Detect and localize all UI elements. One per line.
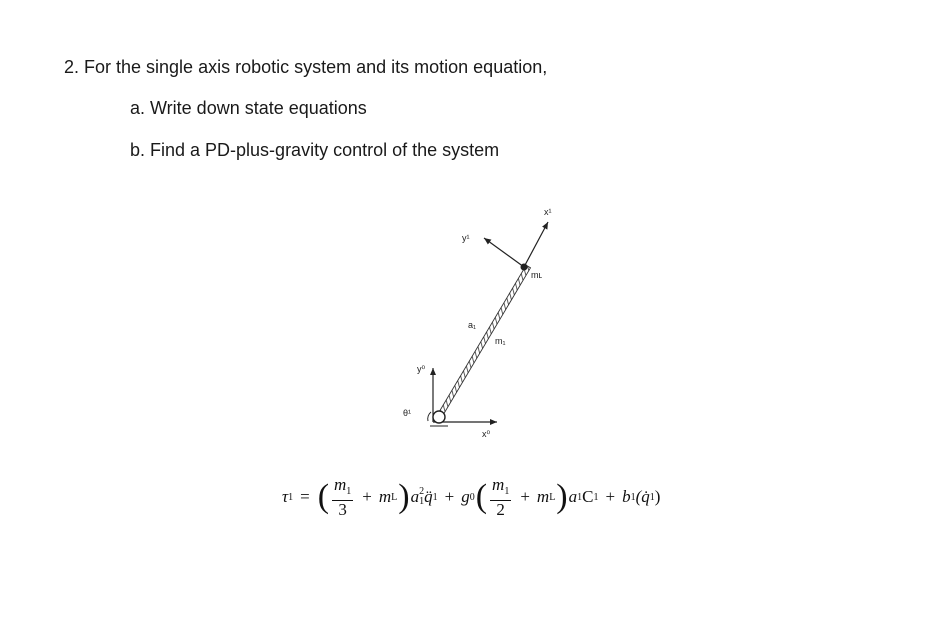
eq-a1b-sub: 1 [577,491,583,503]
eq-frac1-den: 3 [338,499,347,519]
eq-close-paren: ) [654,487,661,506]
y0-label: y⁰ [417,364,426,374]
eq-frac1-m-sub: 1 [346,485,352,497]
eq-paren-close-2: ) [556,478,568,515]
eq-b1: b [622,487,631,506]
eq-g: g [461,487,470,506]
eq-tau-sub: 1 [288,491,294,503]
motion-equation [282,474,660,520]
eq-mL-2: m [536,487,550,506]
eq-mL-2-sub: L [549,491,556,503]
theta1-label: θ¹ [403,408,412,418]
eq-fraction-m1-over-3 [332,476,353,519]
x0-label: x⁰ [482,429,491,439]
base-joint [433,411,445,423]
x1-axis-arrow [524,222,548,267]
y1-label: y¹ [462,233,470,243]
eq-plus-4: + [605,487,616,506]
question-stem: 2. For the single axis robotic system and its motion equation, [64,57,548,77]
eq-qdot-sub: 1 [649,491,655,503]
eq-frac2-den: 2 [496,499,505,519]
eq-paren-open-1: ( [317,478,330,515]
question-part-a: a. Write down state equations [130,98,367,118]
link-1-bar [437,265,531,418]
eq-qddot: q̈ [424,487,433,506]
eq-qdot: (q̇ [635,487,650,506]
link-length-label: a₁ [468,320,477,330]
eq-mL-1: m [378,487,392,506]
eq-g-sub: 0 [469,491,475,503]
eq-C1: C [582,487,594,506]
eq-a1-squared: a [410,487,420,506]
eq-plus-1: + [362,487,372,506]
eq-mL-1-sub: L [391,491,398,503]
eq-tau: τ [282,487,289,506]
link-mass-label: m₁ [495,336,506,346]
eq-frac1-m: m [334,474,347,494]
theta1-rotation-arc [428,412,431,421]
eq-a1-sub: 1 [419,496,425,507]
eq-frac2-m-sub: 1 [504,485,510,497]
eq-equals: = [300,487,310,506]
eq-C1-sub: 1 [593,491,599,503]
eq-frac2-m: m [492,474,505,494]
load-mass-label: mʟ [531,270,543,280]
eq-qddot-sub: 1 [432,491,438,503]
eq-paren-open-2: ( [475,478,488,515]
x1-label: x¹ [544,207,552,217]
eq-fraction-m1-over-2 [490,476,511,519]
y1-axis-arrow [484,238,524,267]
eq-plus-2: + [444,487,455,506]
eq-a1-sup: 2 [419,486,425,497]
eq-b1-sub: 1 [630,491,636,503]
question-part-b: b. Find a PD-plus-gravity control of the system [130,140,500,160]
eq-paren-close-1: ) [398,478,410,515]
eq-a1: a [568,487,578,506]
eq-plus-3: + [520,487,530,506]
